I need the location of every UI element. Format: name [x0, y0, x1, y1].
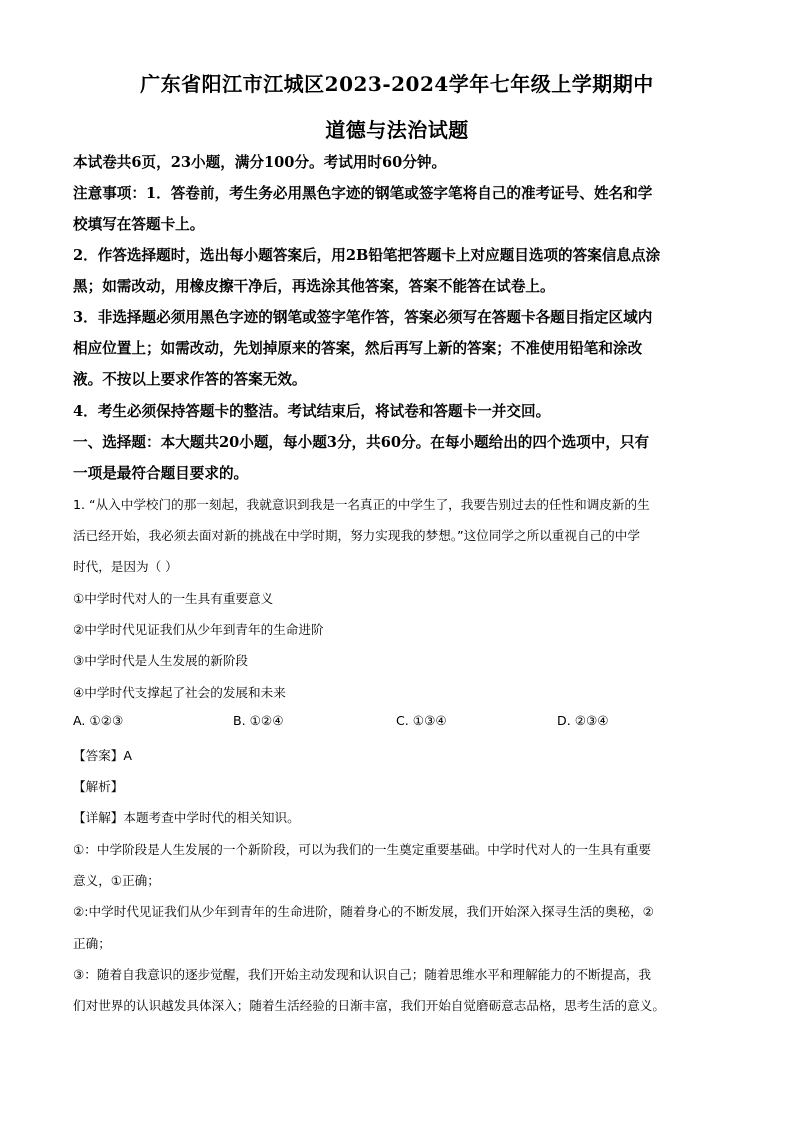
statement-4: ④中学时代支撑起了社会的发展和未来	[73, 685, 286, 700]
statement-2: ②中学时代见证我们从少年到青年的生命进阶	[73, 622, 324, 637]
exam-title: 广东省阳江市江城区2023-2024学年七年级上学期期中	[140, 72, 654, 96]
option-b: B. ①②④	[233, 713, 284, 728]
statement-3: ③中学时代是人生发展的新阶段	[73, 653, 249, 668]
instruction-note-2-cont: 黑；如需改动，用橡皮擦干净后，再选涂其他答案，答案不能答在试卷上。	[73, 278, 555, 295]
analysis-label: 【解析】	[73, 779, 124, 794]
explanation-3-cont: 们对世界的认识越发具体深入；随着生活经验的日渐丰富，我们开始自觉磨砺意志品格，思考生活的意义。	[73, 998, 665, 1013]
statement-1: ①中学时代对人的一生具有重要意义	[73, 591, 274, 606]
instruction-note-3-end: 液。不按以上要求作答的答案无效。	[73, 371, 307, 388]
section-header: 一、选择题：本大题共20小题，每小题3分，共60分。在每小题给出的四个选项中，只有	[73, 434, 650, 451]
instruction-note-2: 2．作答选择题时，选出每小题答案后，用2B铅笔把答题卡上对应题目选项的答案信息点涂	[73, 247, 661, 264]
explanation-2-cont: 正确；	[73, 936, 111, 951]
explanation-1: ①：中学阶段是人生发展的一个新阶段，可以为我们的一生奠定重要基础。中学时代对人的一生具有重要	[73, 842, 652, 857]
exam-summary: 本试卷共6页，23小题，满分100分。考试用时60分钟。	[73, 154, 447, 171]
detail-label: 【详解】本题考查中学时代的相关知识。	[73, 810, 300, 825]
option-c: C. ①③④	[396, 713, 447, 728]
explanation-1-cont: 意义，①正确；	[73, 873, 160, 888]
instruction-note-3-cont: 相应位置上；如需改动，先划掉原来的答案，然后再写上新的答案；不准使用铅笔和涂改	[73, 340, 643, 357]
instruction-note-1: 注意事项：1．答卷前，考生务必用黑色字迹的钢笔或签字笔将自己的准考证号、姓名和学	[73, 185, 653, 202]
question-1-stem-cont: 活已经开始，我必须去面对新的挑战在中学时期，努力实现我的梦想。”这位同学之所以重视自己的中学	[73, 528, 640, 543]
explanation-3: ③：随着自我意识的逐步觉醒，我们开始主动发现和认识自己；随着思维水平和理解能力的不断提高，我	[73, 967, 652, 982]
instruction-note-1-cont: 校填写在答题卡上。	[73, 216, 205, 233]
instruction-note-4: 4．考生必须保持答题卡的整洁。考试结束后，将试卷和答题卡一并交回。	[73, 403, 551, 420]
instruction-note-3: 3．非选择题必须用黑色字迹的钢笔或签字笔作答，答案必须写在答题卡各题目指定区域内	[73, 309, 653, 326]
answer-label: 【答案】A	[73, 748, 132, 763]
option-d: D. ②③④	[557, 713, 609, 728]
section-header-cont: 一项是最符合题目要求的。	[73, 465, 249, 482]
question-1-stem: 1. “从入中学校门的那一刻起，我就意识到我是一名真正的中学生了，我要告别过去的任性和调皮新的生	[73, 497, 650, 512]
exam-subject-title: 道德与法治试题	[325, 118, 469, 142]
question-1-stem-end: 时代，是因为（ ）	[73, 559, 178, 574]
explanation-2: ②:中学时代见证我们从少年到青年的生命进阶，随着身心的不断发展，我们开始深入探寻生活的奥秘，②	[73, 904, 654, 919]
option-a: A. ①②③	[73, 713, 124, 728]
